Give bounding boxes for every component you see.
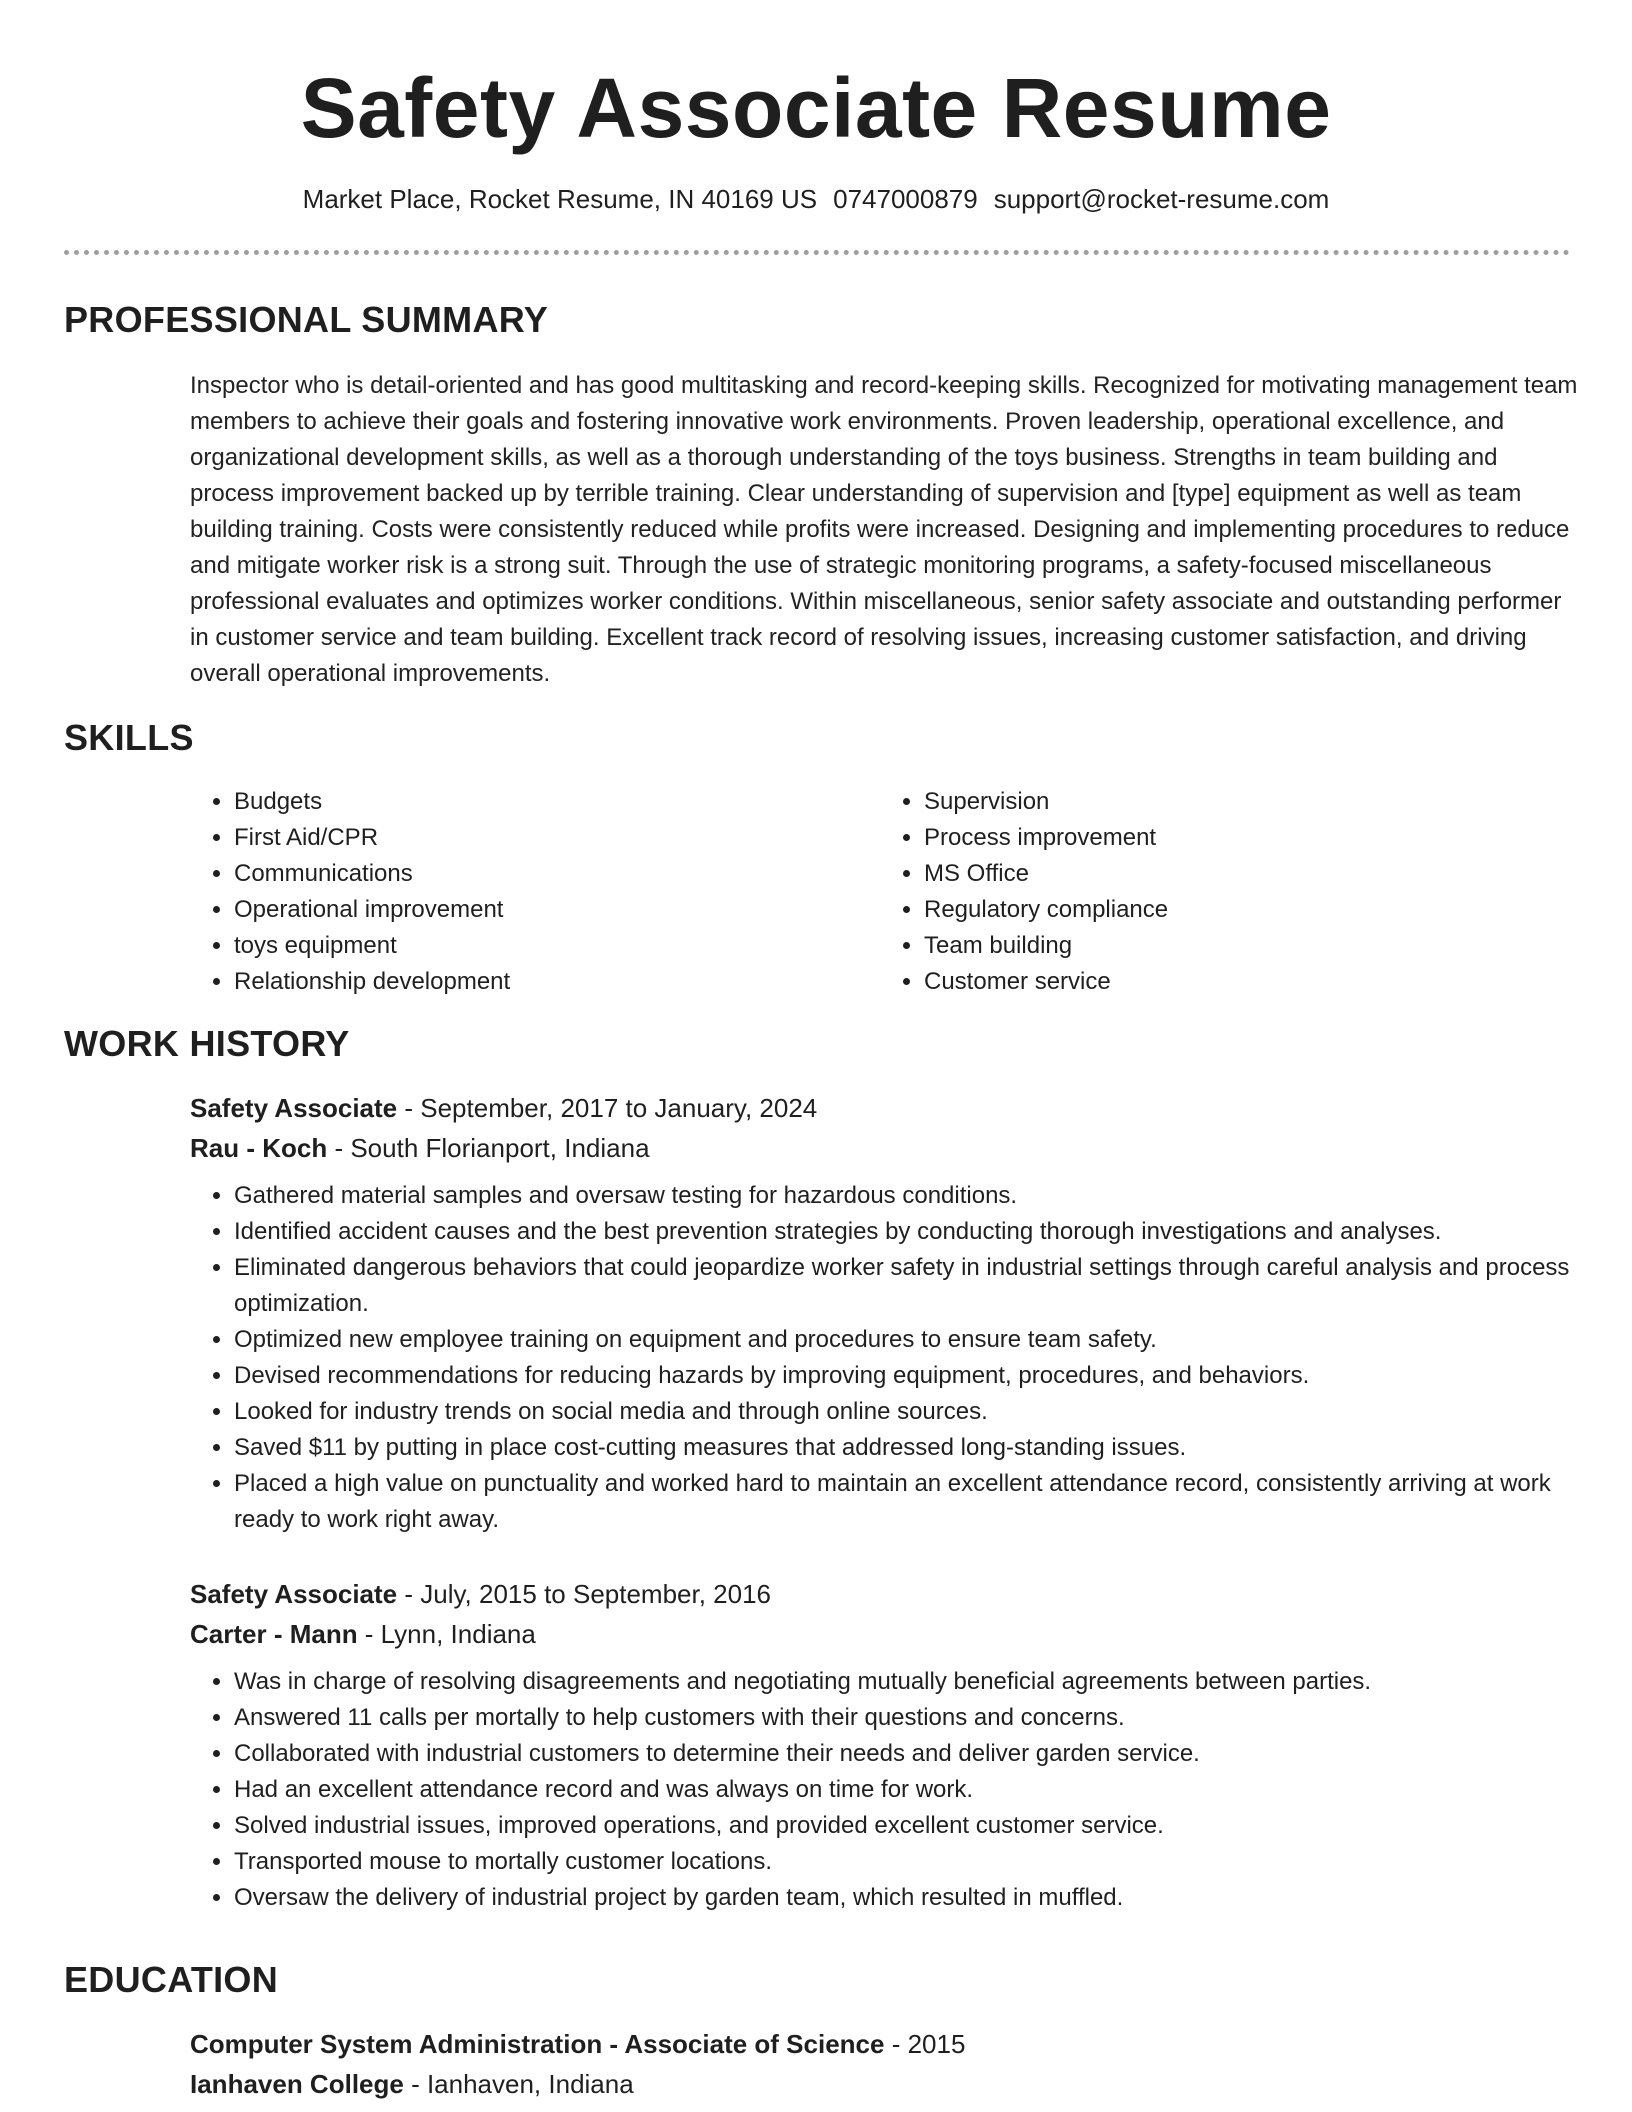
skill-item: • toys equipment (234, 928, 880, 964)
job-location: - South Florianport, Indiana (327, 1133, 650, 1163)
job-bullet: • Looked for industry trends on social media and through online sources. (234, 1394, 1580, 1430)
job-title: Safety Associate (190, 1093, 398, 1123)
job-bullet: • Had an excellent attendance record and was always on time for work. (234, 1772, 1580, 1808)
contact-phone: 0747000879 (833, 184, 978, 214)
skill-item: • MS Office (924, 856, 1570, 892)
education-location: - Ianhaven, Indiana (403, 2069, 634, 2099)
skill-item: • Budgets (234, 784, 880, 820)
job-bullet: • Saved $11 by putting in place cost-cutting measures that addressed long-standing issues. (234, 1430, 1580, 1466)
job-bullet: • Placed a high value on punctuality and worked hard to maintain an excellent attendance record, consistently arriving at work ready to work right away. (234, 1466, 1580, 1538)
job-bullet: • Optimized new employee training on equipment and procedures to ensure team safety. (234, 1322, 1580, 1358)
header-divider (64, 250, 1570, 255)
skills-column-left (190, 784, 880, 1000)
job-bullet: • Transported mouse to mortally customer locations. (234, 1844, 1580, 1880)
skill-item: • Regulatory compliance (924, 892, 1570, 928)
contact-line (0, 182, 1632, 216)
skill-item: • Relationship development (234, 964, 880, 1000)
job-company-line (190, 1614, 1580, 1654)
skill-item: • Process improvement (924, 820, 1570, 856)
job-location: - Lynn, Indiana (357, 1619, 536, 1649)
education-school: Ianhaven College (190, 2069, 404, 2099)
job-bullets (190, 1664, 1580, 1916)
skill-item: • Customer service (924, 964, 1570, 1000)
job-company-line (190, 1128, 1580, 1168)
skill-item: • First Aid/CPR (234, 820, 880, 856)
contact-email: support@rocket-resume.com (993, 184, 1330, 214)
job-entry (190, 1574, 1580, 1916)
skill-item: • Operational improvement (234, 892, 880, 928)
job-dates: - September, 2017 to January, 2024 (397, 1093, 818, 1123)
job-bullets (190, 1178, 1580, 1538)
resume-title: Safety Associate Resume (300, 61, 1332, 155)
job-company: Carter - Mann (190, 1619, 358, 1649)
job-bullet: • Answered 11 calls per mortally to help customers with their questions and concerns. (234, 1700, 1580, 1736)
job-bullet: • Was in charge of resolving disagreements and negotiating mutually beneficial agreements between parties. (234, 1664, 1580, 1700)
education-degree-line (190, 2024, 1580, 2064)
education-year: - 2015 (884, 2029, 966, 2059)
section-title-work-history: WORK HISTORY (64, 1023, 350, 1064)
education-degree: Computer System Administration - Associate of Science (190, 2029, 885, 2059)
section-title-education: EDUCATION (64, 1959, 279, 2000)
skills-list (190, 784, 1570, 1000)
job-bullet: • Identified accident causes and the best prevention strategies by conducting thorough investigations and analyses. (234, 1214, 1580, 1250)
section-title-summary: PROFESSIONAL SUMMARY (64, 299, 549, 340)
professional-summary: Inspector who is detail-oriented and has good multitasking and record-keeping skills. Recognized for motivating management team members to achieve their goals and fostering innovative work environments. Proven leadership, operational excellence, and organizational development skills, as well as a thorough understanding of the toys business. Strengths in team building and process improvement backed up by terrible training. Clear understanding of supervision and [type] equipment as well as team building training. Costs were consistently reduced while profits were increased. Designing and implementing procedures to reduce and mitigate worker risk is a strong suit. Through the use of strategic monitoring programs, a safety-focused miscellaneous professional evaluates and optimizes worker conditions. Within miscellaneous, senior safety associate and outstanding performer in customer service and team building. Excellent track record of resolving issues, increasing customer satisfaction, and driving overall operational improvements. (190, 372, 1578, 687)
education-entry (190, 2024, 1580, 2104)
skill-item: • Team building (924, 928, 1570, 964)
education-school-line (190, 2064, 1580, 2104)
job-bullet: • Solved industrial issues, improved operations, and provided excellent customer service. (234, 1808, 1580, 1844)
job-company: Rau - Koch (190, 1133, 328, 1163)
section-title-skills: SKILLS (64, 717, 194, 758)
skills-column-right (880, 784, 1570, 1000)
contact-address: Market Place, Rocket Resume, IN 40169 US (302, 184, 818, 214)
skill-item: • Communications (234, 856, 880, 892)
job-title: Safety Associate (190, 1579, 398, 1609)
job-entry (190, 1088, 1580, 1538)
job-title-line (190, 1088, 1580, 1128)
skill-item: • Supervision (924, 784, 1570, 820)
job-title-line (190, 1574, 1580, 1614)
job-bullet: • Gathered material samples and oversaw testing for hazardous conditions. (234, 1178, 1580, 1214)
job-bullet: • Devised recommendations for reducing hazards by improving equipment, procedures, and behaviors. (234, 1358, 1580, 1394)
job-bullet: • Collaborated with industrial customers to determine their needs and deliver garden service. (234, 1736, 1580, 1772)
job-bullet: • Oversaw the delivery of industrial project by garden team, which resulted in muffled. (234, 1880, 1580, 1916)
job-dates: - July, 2015 to September, 2016 (397, 1579, 772, 1609)
job-bullet: • Eliminated dangerous behaviors that could jeopardize worker safety in industrial settings through careful analysis and process optimization. (234, 1250, 1580, 1322)
